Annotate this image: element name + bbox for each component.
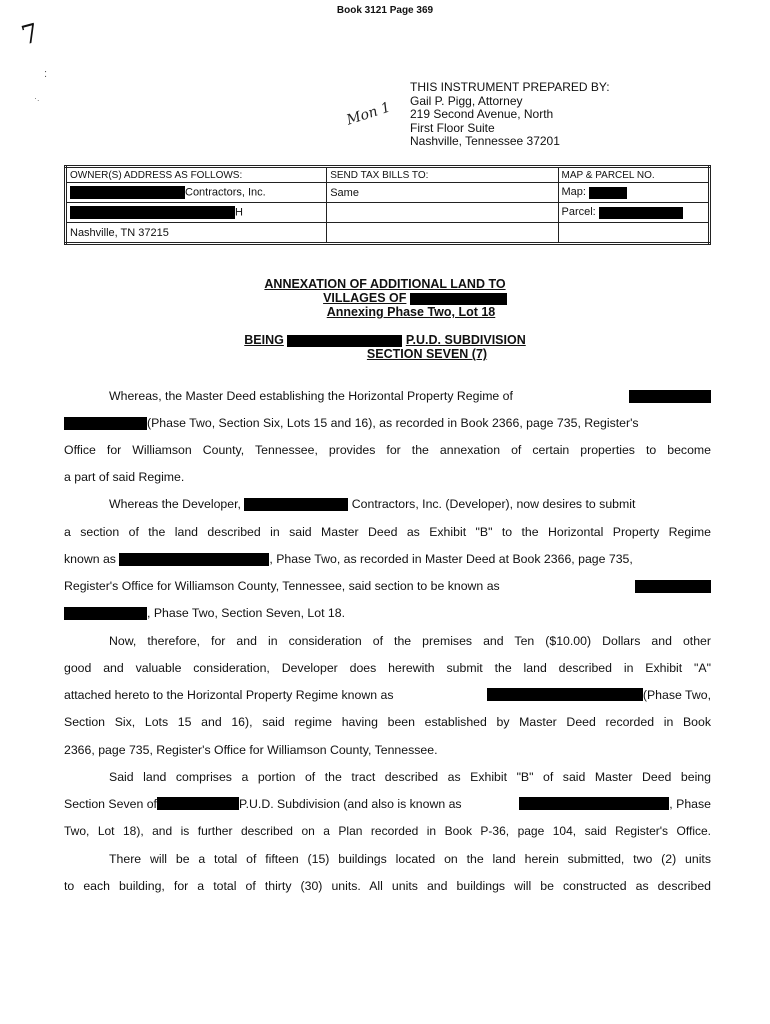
body-line: Said land comprises a portion of the tract described as Exhibit "B" of said Master Deed being xyxy=(109,770,711,784)
map-parcel-header: MAP & PARCEL NO. xyxy=(558,167,710,183)
title-line-3: Annexing Phase Two, Lot 18 xyxy=(326,305,496,319)
preparer-line: 219 Second Avenue, North xyxy=(410,107,554,121)
preparer-line: Gail P. Pigg, Attorney xyxy=(410,93,523,108)
body-line: , Phase Two, Section Seven, Lot 18. xyxy=(64,605,345,621)
owner-line-1 xyxy=(66,183,327,203)
body-line: There will be a total of fifteen (15) buildings located on the land herein submitted, two (2) units xyxy=(109,852,711,866)
redaction-block xyxy=(487,688,643,701)
owner-address-header: OWNER(S) ADDRESS AS FOLLOWS: xyxy=(66,167,327,183)
body-line: known as , Phase Two, as recorded in Master Deed at Book 2366, page 735, xyxy=(64,552,633,566)
redaction-block xyxy=(64,607,147,620)
redaction-block xyxy=(629,390,711,403)
title-line-1: ANNEXATION OF ADDITIONAL LAND TO xyxy=(264,277,506,291)
body-line: a section of the land described in said Master Deed as Exhibit "B" to the Horizontal Property Regime xyxy=(64,525,711,539)
body-line: a part of said Regime. xyxy=(64,470,185,484)
title-line-4: BEING P.U.D. SUBDIVISION xyxy=(244,333,526,347)
body-line: to each building, for a total of thirty (30) units. All units and buildings will be constructed as described xyxy=(64,879,711,893)
owner-company-suffix: Contractors, Inc. xyxy=(185,186,266,199)
map-label: Map: xyxy=(561,186,586,199)
book-page-header: Book 3121 Page 369 xyxy=(336,5,434,16)
margin-mark: ·. xyxy=(34,93,40,103)
owner-line-2-suffix: H xyxy=(235,206,243,219)
body-line: (Phase Two, Section Six, Lots 15 and 16), as recorded in Book 2366, page 735, Register's xyxy=(64,415,639,431)
title-line-2: VILLAGES OF xyxy=(30,291,770,305)
parcel-empty xyxy=(558,223,710,244)
body-line: Register's Office for Williamson County, Tennessee, said section to be known as xyxy=(64,578,711,594)
body-line: good and valuable consideration, Developer does herewith submit the land described in Exhibit "A" xyxy=(64,661,711,675)
handwritten-note: Mon 1 xyxy=(344,99,393,129)
body-line: Now, therefore, for and in consideration of the premises and Ten ($10.00) Dollars and other xyxy=(109,634,711,648)
owner-info-table xyxy=(64,165,711,245)
body-line: attached hereto to the Horizontal Property Regime known as (Phase Two, xyxy=(64,688,711,702)
preparer-block xyxy=(410,81,610,149)
body-line: Two, Lot 18), and is further described on a Plan recorded in Book P-36, page 104, said Register's Office. xyxy=(64,824,711,838)
redaction-block xyxy=(70,186,185,199)
redaction-block xyxy=(119,553,269,566)
preparer-line: First Floor Suite xyxy=(410,120,495,135)
redaction-block xyxy=(157,797,239,810)
redaction-block xyxy=(64,417,147,430)
redaction-block xyxy=(410,293,507,305)
tax-bills-value: Same xyxy=(327,183,558,203)
body-line: Whereas, the Master Deed establishing the Horizontal Property Regime of xyxy=(109,388,711,404)
preparer-heading: THIS INSTRUMENT PREPARED BY: xyxy=(410,80,610,94)
map-cell xyxy=(558,183,710,203)
parcel-cell xyxy=(558,203,710,223)
redaction-block xyxy=(589,187,627,199)
redaction-block xyxy=(635,580,711,593)
owner-line-2 xyxy=(66,203,327,223)
parcel-label: Parcel: xyxy=(561,206,596,219)
body-line: 2366, page 735, Register's Office for Williamson County, Tennessee. xyxy=(64,743,438,757)
body-line: Whereas the Developer, Contractors, Inc. (Developer), now desires to submit xyxy=(109,497,636,511)
tax-bills-empty xyxy=(327,203,558,223)
preparer-line: Nashville, Tennessee 37201 xyxy=(410,134,560,148)
margin-mark: : xyxy=(44,68,48,80)
redaction-block xyxy=(244,498,348,511)
redaction-block xyxy=(287,335,402,347)
margin-handwritten-mark: 7 xyxy=(18,18,43,52)
body-line: Office for Williamson County, Tennessee, provides for the annexation of certain properties to become xyxy=(64,443,711,457)
redaction-block xyxy=(519,797,669,810)
body-line: Section Seven of P.U.D. Subdivision (and also is known as , Phase xyxy=(64,797,711,811)
owner-line-3: Nashville, TN 37215 xyxy=(66,223,327,244)
tax-bills-header: SEND TAX BILLS TO: xyxy=(327,167,558,183)
tax-bills-empty xyxy=(327,223,558,244)
redaction-block xyxy=(70,206,235,219)
body-line: Section Six, Lots 15 and 16), said regime having been established by Master Deed recorded in Book xyxy=(64,715,711,729)
redaction-block xyxy=(599,207,683,219)
title-line-5: SECTION SEVEN (7) xyxy=(366,347,488,361)
